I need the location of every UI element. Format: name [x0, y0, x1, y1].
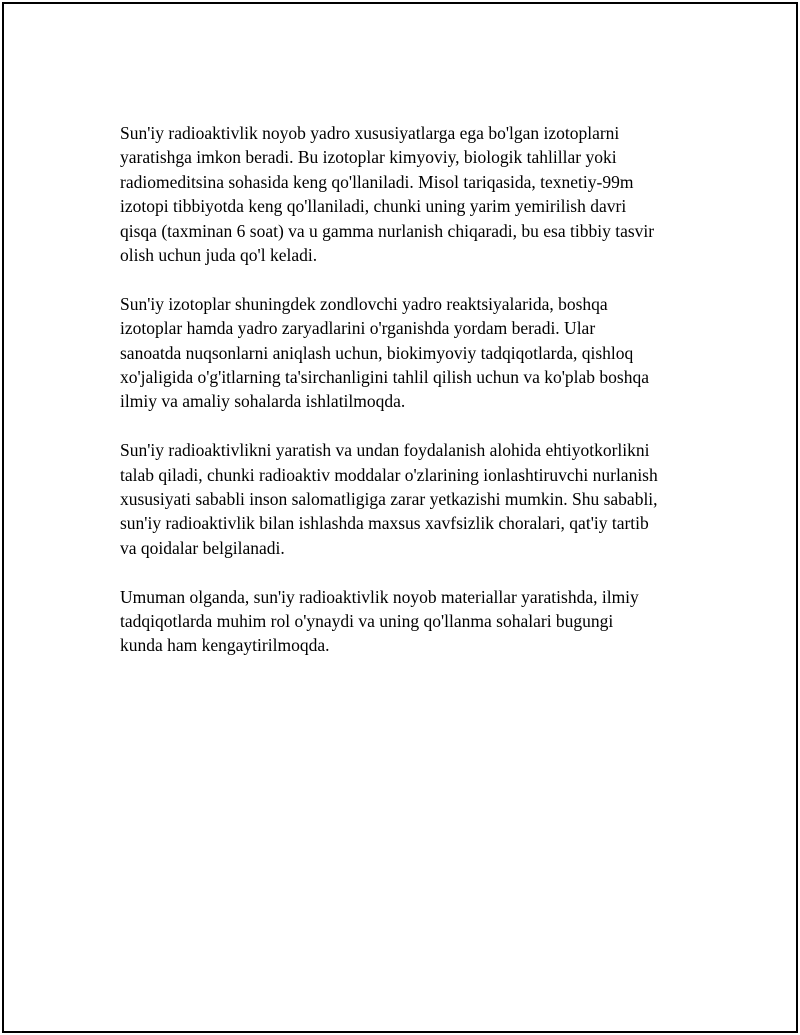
paragraph-2	[120, 292, 700, 414]
text-line: ilmiy va amaliy sohalarda ishlatilmoqda.	[120, 391, 406, 412]
text-line: Umuman olganda, sun'iy radioaktivlik noyob materiallar yaratishda, ilmiy	[120, 586, 639, 607]
paragraph-4	[120, 585, 700, 658]
text-line: olish uchun juda qo'l keladi.	[120, 245, 318, 266]
text-line: sanoatda nuqsonlarni aniqlash uchun, biokimyoviy tadqiqotlarda, qishloq	[120, 342, 634, 363]
text-line: Sun'iy izotoplar shuningdek zondlovchi yadro reaktsiyalarida, boshqa	[120, 293, 608, 314]
text-line: Sun'iy radioaktivlik noyob yadro xususiyatlarga ega bo'lgan izotoplarni	[120, 123, 620, 143]
text-line: talab qiladi, chunki radioaktiv moddalar o'zlarining ionlashtiruvchi nurlanish	[120, 464, 658, 485]
text-line: izotoplar hamda yadro zaryadlarini o'rganishda yordam beradi. Ular	[120, 318, 596, 339]
text-line: izotopi tibbiyotda keng qo'llaniladi, chunki uning yarim yemirilish davri	[120, 196, 627, 217]
text-line: xususiyati sababli inson salomatligiga zarar yetkazishi mumkin. Shu sababli,	[120, 489, 658, 510]
paragraph-1	[120, 121, 700, 267]
text-line: kunda ham kengaytirilmoqda.	[120, 635, 330, 656]
text-line: xo'jaligida o'g'itlarning ta'sirchanligini tahlil qilish uchun va ko'plab boshqa	[120, 367, 650, 388]
page-frame	[2, 2, 798, 1033]
text-line: radiomeditsina sohasida keng qo'llaniladi. Misol tariqasida, texnetiy-99m	[120, 171, 634, 192]
text-line: sun'iy radioaktivlik bilan ishlashda maxsus xavfsizlik choralari, qat'iy tartib	[120, 513, 649, 534]
text-line: qisqa (taxminan 6 soat) va u gamma nurlanish chiqaradi, bu esa tibbiy tasvir	[120, 220, 655, 241]
paragraph-3	[120, 438, 700, 560]
text-line: va qoidalar belgilanadi.	[120, 537, 285, 558]
text-line: Sun'iy radioaktivlikni yaratish va undan foydalanish alohida ehtiyotkorlikni	[120, 440, 650, 461]
text-line: yaratishga imkon beradi. Bu izotoplar kimyoviy, biologik tahlillar yoki	[120, 147, 617, 168]
text-line: tadqiqotlarda muhim rol o'ynaydi va uning qo'llanma sohalari bugungi	[120, 611, 614, 632]
document-body	[120, 121, 700, 682]
